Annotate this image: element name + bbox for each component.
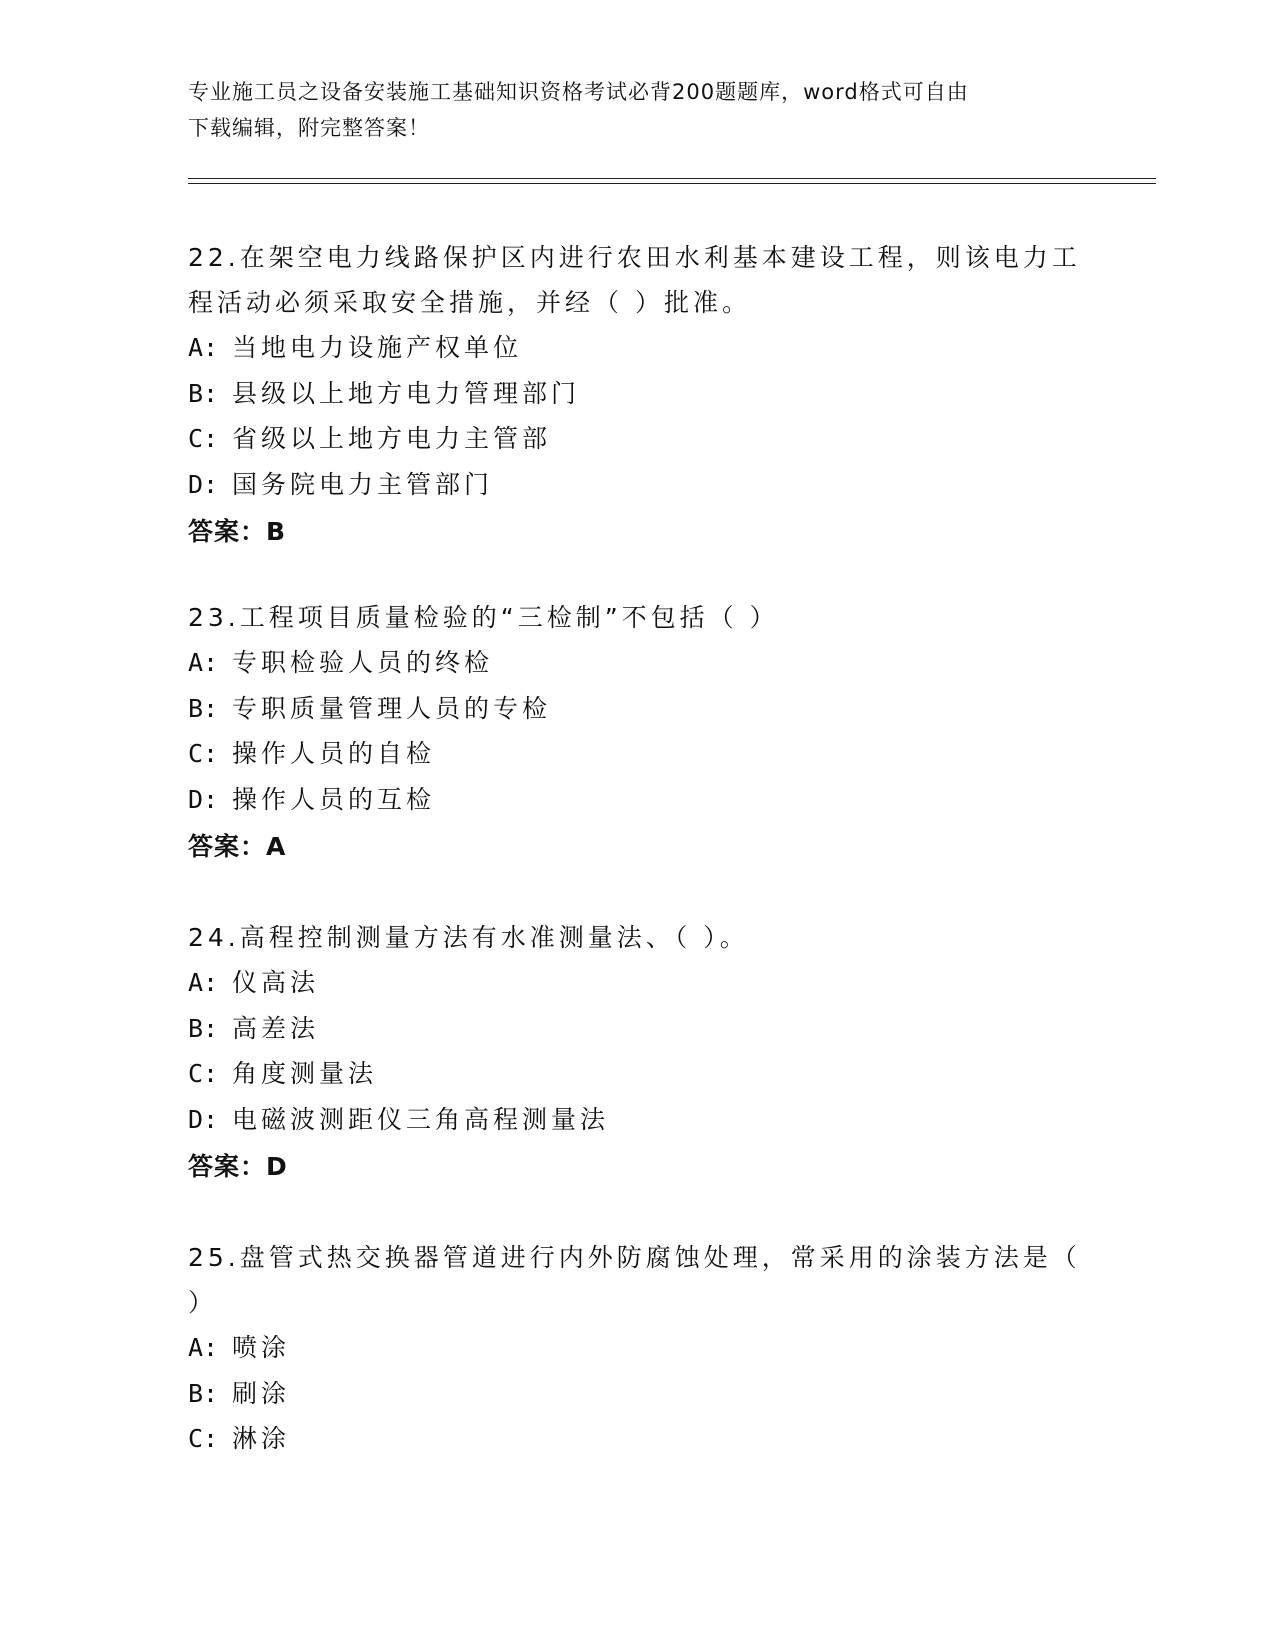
option-a xyxy=(188,640,1088,686)
option-text: 国务院电力主管部门 xyxy=(232,469,494,499)
option-letter: A: xyxy=(188,1333,219,1362)
option-text: 喷涂 xyxy=(232,1333,291,1362)
option-letter: A: xyxy=(188,648,219,677)
option-d xyxy=(188,462,1088,508)
option-d xyxy=(188,1097,1088,1143)
option-letter: C: xyxy=(188,1424,219,1453)
option-d xyxy=(188,777,1088,823)
question-stem: 22.在架空电力线路保护区内进行农田水利基本建设工程，则该电力工 程活动必须采取安全措施，并经（ ）批准。 xyxy=(188,243,1081,317)
answer-label: 答案：B xyxy=(188,517,287,546)
option-letter: A: xyxy=(188,968,219,997)
option-text: 专职检验人员的终检 xyxy=(232,648,494,677)
option-letter: B: xyxy=(188,1378,219,1408)
option-b xyxy=(188,686,1088,732)
option-a xyxy=(188,325,1088,371)
option-letter: B: xyxy=(188,378,219,408)
option-c xyxy=(188,1416,1088,1462)
option-text: 刷涂 xyxy=(232,1378,291,1408)
question-25 xyxy=(188,1235,1088,1462)
option-text: 操作人员的自检 xyxy=(232,739,436,768)
option-letter: C: xyxy=(188,739,219,768)
option-text: 高差法 xyxy=(232,1013,320,1043)
option-text: 省级以上地方电力主管部 xyxy=(232,424,552,453)
option-c xyxy=(188,416,1088,462)
option-letter: C: xyxy=(188,424,219,453)
header-divider-bottom xyxy=(188,183,1156,184)
option-letter: B: xyxy=(188,693,219,723)
option-text: 当地电力设施产权单位 xyxy=(232,333,523,362)
option-text: 角度测量法 xyxy=(232,1059,378,1088)
question-22 xyxy=(188,235,1088,554)
question-stem: 24.高程控制测量方法有水准测量法、（ ）。 xyxy=(188,923,749,952)
option-letter: D: xyxy=(188,784,219,814)
answer-label: 答案：D xyxy=(188,1152,288,1181)
question-24 xyxy=(188,915,1088,1189)
answer-label: 答案：A xyxy=(188,832,287,861)
question-stem: 23.工程项目质量检验的“三检制”不包括（ ） xyxy=(188,603,779,632)
option-c xyxy=(188,1051,1088,1097)
option-b xyxy=(188,1006,1088,1052)
option-b xyxy=(188,371,1088,417)
option-letter: A: xyxy=(188,333,219,362)
question-23 xyxy=(188,595,1088,869)
option-text: 县级以上地方电力管理部门 xyxy=(232,378,581,408)
option-letter: B: xyxy=(188,1013,219,1043)
option-b xyxy=(188,1371,1088,1417)
option-letter: C: xyxy=(188,1059,219,1088)
header-divider-top xyxy=(188,178,1156,179)
option-text: 电磁波测距仪三角高程测量法 xyxy=(232,1104,610,1134)
option-text: 仪高法 xyxy=(232,968,320,997)
option-text: 专职质量管理人员的专检 xyxy=(232,693,552,723)
document-header-title: 专业施工员之设备安装施工基础知识资格考试必背200题题库，word格式可自由 下载编辑，附完整答案！ xyxy=(188,80,969,140)
option-text: 淋涂 xyxy=(232,1424,291,1453)
option-text: 操作人员的互检 xyxy=(232,784,436,814)
option-a xyxy=(188,960,1088,1006)
option-a xyxy=(188,1325,1088,1371)
option-c xyxy=(188,731,1088,777)
option-letter: D: xyxy=(188,469,219,499)
option-letter: D: xyxy=(188,1104,219,1134)
question-stem: 25.盘管式热交换器管道进行内外防腐蚀处理，常采用的涂装方法是（ ） xyxy=(188,1243,1081,1317)
